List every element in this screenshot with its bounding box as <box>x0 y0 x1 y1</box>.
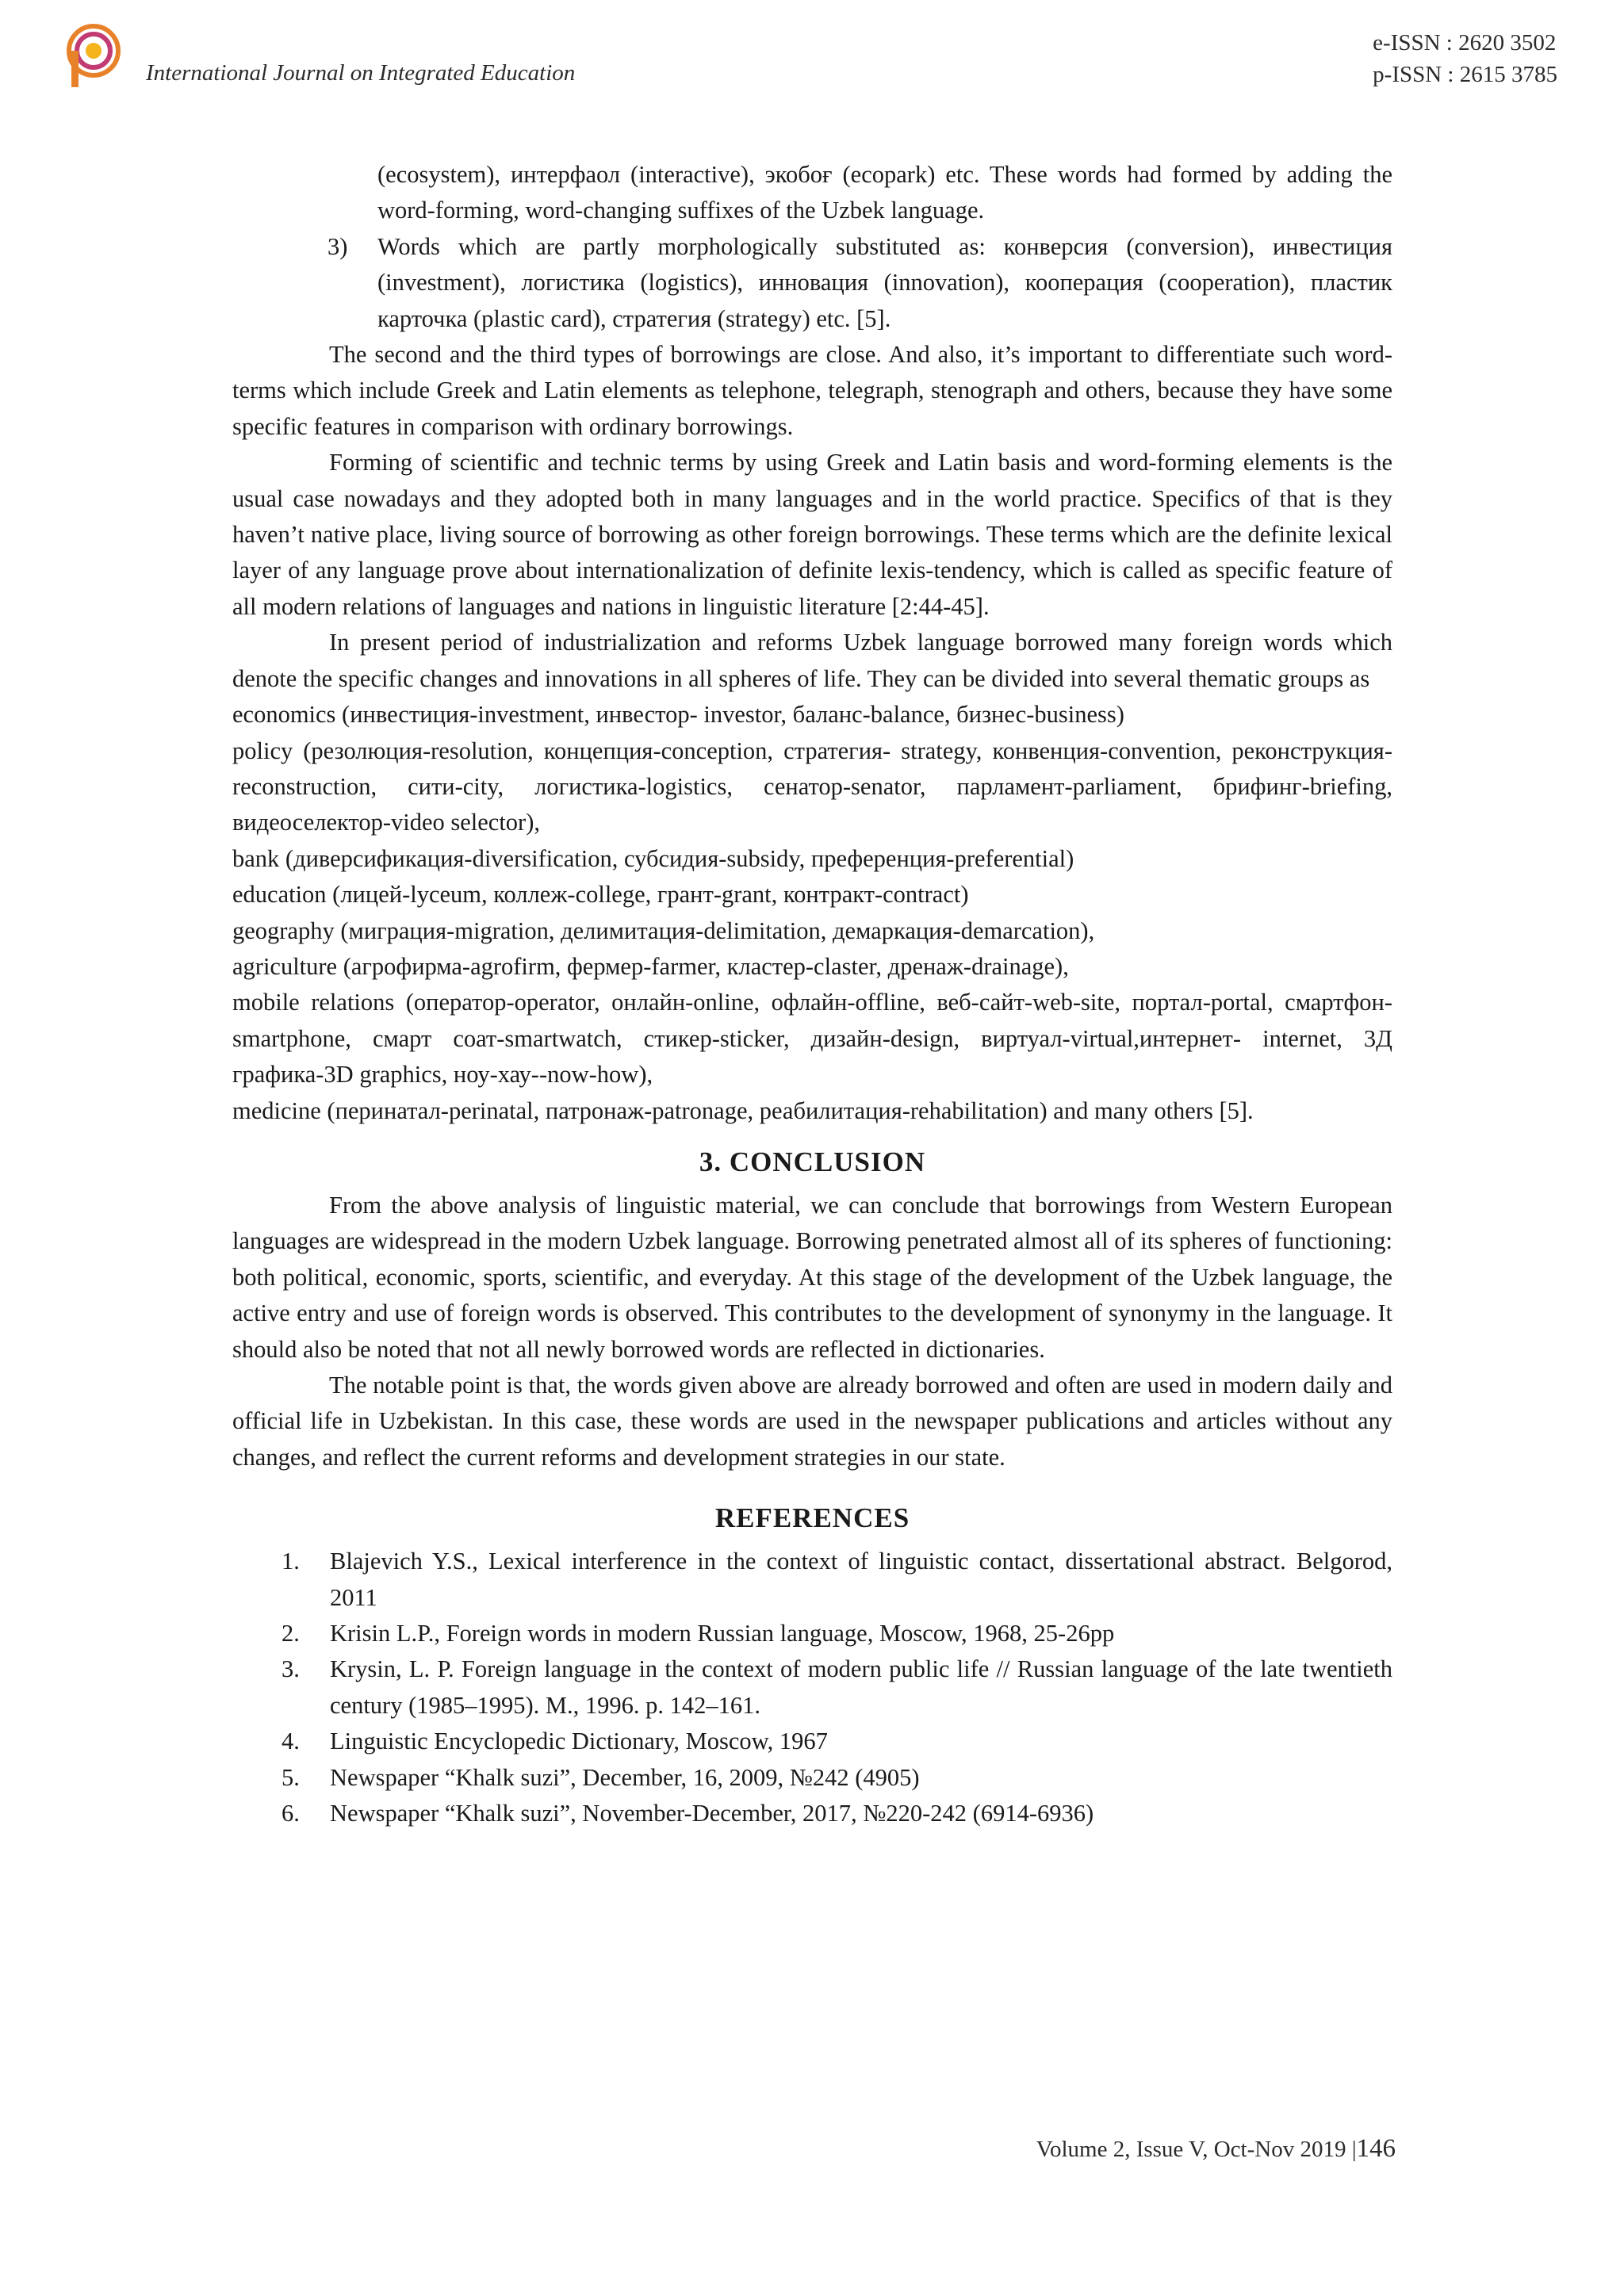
p-issn: p-ISSN : 2615 3785 <box>1373 62 1557 87</box>
reference-number: 4. <box>282 1728 300 1755</box>
list-number: 3) <box>327 232 348 260</box>
paragraph: From the above analysis of linguistic material, we can conclude that borrowings from Western European languages are widespread in the modern Uzbek language. Borrowing penetrated almost all of its spheres of functioning: both political, economic, sports, scientific, and everyday. At this stage of the development of the Uzbek language, the active entry and use of foreign words is observed. This contributes to the development of synonymy in the language. It should also be noted that not all newly borrowed words are reflected in dictionaries. <box>232 1191 1392 1363</box>
section-heading-conclusion: 3. CONCLUSION <box>699 1146 926 1177</box>
list-item-text: Words which are partly morphologically substituted as: конверсия (conversion), инвестиция (investment), логистика (logistics), инновация (innovation), кооперация (cooperation), пластик карточка (plastic card), стратегия (strategy) etc. [5]. <box>377 232 1392 332</box>
reference-number: 1. <box>282 1548 300 1575</box>
section-heading-references: REFERENCES <box>714 1502 910 1534</box>
page-footer <box>1036 2134 1396 2164</box>
journal-title: International Journal on Integrated Education <box>146 60 576 86</box>
reference-item <box>232 1724 1392 1759</box>
thematic-group-education: education (лицей-lyceum, коллеж-college, грант-grant, контракт-contract) <box>232 881 969 909</box>
reference-item <box>232 1796 1392 1831</box>
reference-item <box>232 1616 1392 1651</box>
page-number: 146 <box>1356 2134 1396 2163</box>
reference-text: Newspaper “Khalk suzi”, December, 16, 2009, №242 (4905) <box>330 1763 920 1791</box>
journal-logo-icon <box>67 24 122 90</box>
paragraph: Forming of scientific and technic terms by using Greek and Latin basis and word-forming elements is the usual case nowadays and they adopted both in many languages and in the world practice. Specifics of that is they haven’t native place, living source of borrowing as other foreign borrowings. These terms which are the definite lexical layer of any language prove about internationalization of definite lexis-tendency, which is called as specific feature of all modern relations of languages and nations in linguistic literature [2:44-45]. <box>232 449 1392 620</box>
page-header <box>67 21 1557 100</box>
thematic-group-bank: bank (диверсификация-diversification, субсидия-subsidy, преференция-preferential) <box>232 844 1074 872</box>
paragraph: In present period of industrialization and reforms Uzbek language borrowed many foreign words which denote the specific changes and innovations in all spheres of life. They can be divided into several thematic groups as <box>232 629 1392 692</box>
reference-item <box>232 1651 1392 1724</box>
reference-text: Linguistic Encyclopedic Dictionary, Moscow, 1967 <box>330 1728 828 1755</box>
reference-number: 2. <box>282 1620 300 1647</box>
article-body <box>232 157 1392 1831</box>
thematic-group-economics: economics (инвестиция-investment, инвестор- investor, баланс-balance, бизнес-business) <box>232 701 1124 729</box>
reference-number: 5. <box>282 1763 300 1791</box>
reference-item <box>232 1760 1392 1796</box>
reference-number: 6. <box>282 1800 300 1827</box>
reference-text: Krysin, L. P. Foreign language in the context of modern public life // Russian language of the late twentieth century (1985–1995). M., 1996. p. 142–161. <box>330 1655 1392 1719</box>
reference-item <box>232 1544 1392 1616</box>
paragraph: The notable point is that, the words given above are already borrowed and often are used in modern daily and official life in Uzbekistan. In this case, these words are used in the newspaper publications and articles without any changes, and reflect the current reforms and development strategies in our state. <box>232 1372 1392 1471</box>
e-issn: e-ISSN : 2620 3502 <box>1373 30 1557 55</box>
paragraph: (ecosystem), интерфаол (interactive), экобоғ (ecopark) etc. These words had formed by adding the word-forming, word-changing suffixes of the Uzbek language. <box>377 161 1392 224</box>
reference-text: Blajevich Y.S., Lexical interference in the context of linguistic contact, dissertational abstract. Belgorod, 2011 <box>330 1548 1392 1611</box>
thematic-group-geography: geography (миграция-migration, делимитация-delimitation, демаркация-demarcation), <box>232 916 1095 944</box>
thematic-group-mobile: mobile relations (оператор-operator, онлайн-online, офлайн-offline, веб-сайт-web-site, портал-portal, смартфон-smartphone, смарт соат-smartwatch, стикер-sticker, дизайн-design, виртуал-virtual,интернет- internet, 3Д графика-3D graphics, ноу-хау--now-how), <box>232 989 1392 1089</box>
reference-text: Newspaper “Khalk suzi”, November-December, 2017, №220-242 (6914-6936) <box>330 1800 1094 1827</box>
thematic-group-medicine: medicine (перинатал-perinatal, патронаж-patronage, реабилитация-rehabilitation) and many others [5]. <box>232 1096 1254 1124</box>
list-item <box>232 229 1392 337</box>
thematic-group-agriculture: agriculture (агрофирма-agrofirm, фермер-farmer, кластер-claster, дренаж-drainage), <box>232 952 1069 980</box>
reference-number: 3. <box>282 1655 300 1683</box>
thematic-group-policy: policy (резолюция-resolution, концепция-conception, стратегия- strategy, конвенция-convention, реконструкция-reconstruction, сити-city, логистика-logistics, сенатор-senator, парламент-parliament, брифинг-briefing, видеоселектор-video selector), <box>232 737 1392 836</box>
reference-list <box>232 1544 1392 1831</box>
reference-text: Krisin L.P., Foreign words in modern Russian language, Moscow, 1968, 25-26pp <box>330 1620 1115 1647</box>
paragraph: The second and the third types of borrowings are close. And also, it’s important to differentiate such word-terms which include Greek and Latin elements as telephone, telegraph, stenograph and others, because they have some specific features in comparison with ordinary borrowings. <box>232 341 1392 440</box>
volume-info: Volume 2, Issue V, Oct-Nov 2019 | <box>1036 2137 1357 2162</box>
issn-block <box>1373 27 1557 90</box>
